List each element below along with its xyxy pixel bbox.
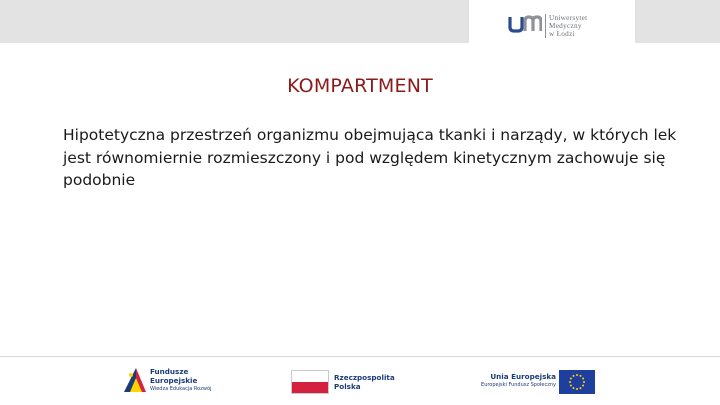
footer-divider <box>0 356 720 357</box>
university-line-2: Medyczny <box>549 22 582 30</box>
university-line-1: Uniwersytet <box>549 14 588 22</box>
logo-divider <box>545 14 546 38</box>
um-logo-mark <box>508 13 542 33</box>
poland-flag-icon <box>291 370 329 394</box>
poland-line-1: Rzeczpospolita <box>334 373 395 382</box>
poland-line-2: Polska <box>334 382 361 391</box>
european-funds-line-2: Europejskie <box>150 375 198 385</box>
european-funds-label <box>150 368 211 394</box>
eu-label <box>474 372 556 390</box>
eu-subtitle: Europejski Fundusz Społeczny <box>481 382 556 388</box>
slide-body-text: Hipotetyczna przestrzeń organizmu obejmująca tkanki i narządy, w których lek jest równomiernie rozmieszczony i pod względem kinetycznym zachowuje się podobnie <box>63 126 677 189</box>
european-funds-subtitle: Wiedza Edukacja Rozwój <box>150 386 212 393</box>
poland-label <box>334 373 395 391</box>
european-funds-line-1: Fundusze <box>150 367 189 376</box>
eu-title: Unia Europejska <box>490 372 556 381</box>
university-line-3: w Łodzi <box>549 30 575 38</box>
eu-flag-icon <box>559 370 595 394</box>
university-name <box>549 14 587 38</box>
european-funds-logo-icon <box>122 366 148 394</box>
slide-title: KOMPARTMENT <box>287 75 433 97</box>
